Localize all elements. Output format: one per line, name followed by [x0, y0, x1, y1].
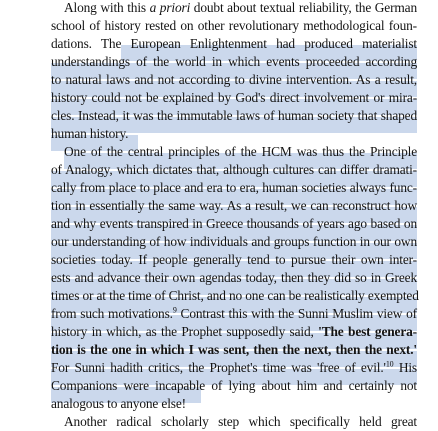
text-line: times or at the time of Christ, and no one can be realistically exempted [51, 288, 419, 303]
text-line: history could not be explained by God's direct involvement or mira- [51, 90, 417, 105]
text-line: Companions were incapable of lying about him and certainly not [51, 378, 417, 393]
text-line: societies today. If people generally tend to pursue their own inter- [51, 252, 417, 267]
text-line: For Sunni hadith critics, the Prophet's time was 'free of $evil.'^{10}$ His [51, 359, 417, 375]
text-line: from such motivations.$^9$ Contrast this with the Sunni Muslim view of [51, 305, 417, 321]
text-line: and why events transpired in Greece thousands of years ago based on [51, 216, 417, 231]
text-line: cles. Instead, it was the immutable laws of human society that shaped [51, 108, 417, 123]
text-line-cutoff: Another radical scholarly step which specifically held great [64, 414, 417, 429]
text-line: tion in essentially the same way. As a result, we can reconstruct how [51, 198, 417, 213]
footnote-ref: 10 [385, 359, 394, 369]
text-line: understandings of the world in which events proceeded according [51, 54, 417, 69]
text-line: history in which, as the Prophet supposedly said, 'The best genera- [51, 324, 417, 339]
footnote-ref: 9 [172, 305, 177, 315]
text-line: dations. The European Enlightenment had produced materialist [51, 36, 417, 51]
text-line: tion is the one in which I was sent, then the next, then the next.' [51, 342, 417, 357]
text-line: our understanding of how individuals and groups function in our own [51, 234, 417, 249]
text-line: of Analogy, which dictates that, although cultures can differ dramati- [51, 162, 417, 177]
text-line: Along with this a priori doubt about textual reliability, the German [64, 0, 417, 15]
text-line: school of history rested on other revolutionary methodological foun- [51, 18, 417, 33]
text-line: cally from place to place and era to era, human societies always func- [51, 180, 417, 195]
text-line: human history. [51, 126, 129, 141]
text-line: ests and advance their own agendas today, then they did so in Greek [51, 270, 417, 285]
text-line: One of the central principles of the HCM was thus the Principle [64, 144, 417, 159]
text-line: to natural laws and not according to divine intervention. As a result, [51, 72, 417, 87]
text-line: analogous to anyone else! [51, 396, 186, 411]
